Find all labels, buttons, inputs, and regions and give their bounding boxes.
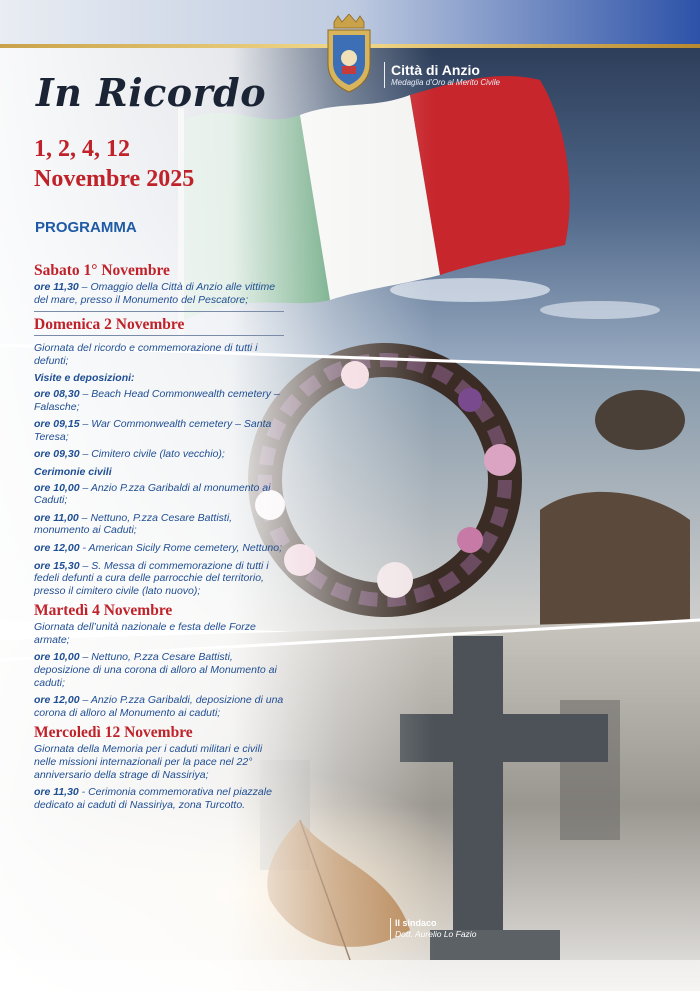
entry-text: – Cimitero civile (lato vecchio); [79, 448, 225, 461]
program-entry [34, 694, 289, 719]
day-heading: Domenica 2 Novembre [34, 316, 185, 334]
entry-time: ore 12,00 [34, 694, 80, 707]
entry-text: – Nettuno, P.zza Cesare Battisti, deposizione di una corona di alloro al Monumento ai caduti; [34, 651, 277, 689]
entry-time: ore 09,15 [34, 418, 80, 431]
day-section [34, 724, 274, 811]
programma-heading: PROGRAMMA [35, 219, 137, 236]
entry-text: – Omaggio della Città di Anzio alle vittime del mare, presso il Monumento del Pescatore; [34, 281, 276, 306]
day-section [34, 262, 289, 312]
entry-time: ore 12,00 [34, 541, 80, 554]
event-dates [34, 134, 194, 194]
entry-time: ore 11,00 [34, 511, 79, 524]
program-entry [34, 388, 289, 413]
poster-title: In Ricordo [36, 70, 267, 115]
day-heading: Martedì 4 Novembre [34, 602, 173, 620]
entry-time: ore 10,00 [34, 651, 80, 664]
program-entry [34, 786, 274, 811]
entry-text: - Cerimonia commemorativa nel piazzale dedicato ai caduti di Nassiriya, zona Turcotto. [34, 786, 272, 811]
program-entry [34, 418, 289, 443]
section-divider [34, 335, 284, 336]
program-entry [34, 448, 289, 461]
day-intro: Giornata del ricordo e commemorazione di tutti i defunti; [34, 342, 258, 367]
program-entry [34, 560, 289, 598]
entry-text: - American Sicily Rome cemetery, Nettuno; [79, 541, 283, 554]
entry-text: – Anzio P.zza Garibaldi, deposizione di una corona di alloro al Monumento ai caduti; [34, 694, 284, 719]
visits-subhead: Visite e deposizioni: [34, 372, 135, 385]
mayor-signature [390, 918, 476, 940]
program-entry [34, 281, 289, 306]
ceremonies-subhead: Cerimonie civili [34, 465, 112, 478]
dates-days: 1, 2, 4, 12 [34, 136, 130, 162]
program-content [34, 262, 289, 816]
program-entry [34, 542, 289, 555]
city-name: Città di Anzio [391, 62, 480, 78]
signature-name: Dott. Aurelio Lo Fazio [395, 929, 477, 939]
city-crest-icon [322, 14, 376, 94]
day-intro: Giornata della Memoria per i caduti militari e civili nelle missioni internazionali per la pace nel 22° anniversario della strage di Nassiriya; [34, 743, 263, 781]
entry-time: ore 15,30 [34, 559, 80, 572]
entry-text: – Anzio P.zza Garibaldi al monumento ai Caduti; [34, 481, 271, 507]
signature-role: Il sindaco [395, 918, 437, 928]
entry-text: – Nettuno, P.zza Cesare Battisti, monumento ai Caduti; [34, 511, 233, 537]
day-section [34, 316, 289, 597]
entry-time: ore 09,30 [34, 448, 80, 461]
entry-text: – S. Messa di commemorazione di tutti i fedeli defunti a cura delle parrocchie del territorio, presso il cimitero civile (lato nuovo); [34, 559, 269, 597]
program-entry [34, 512, 289, 537]
entry-time: ore 08,30 [34, 387, 80, 400]
entry-time: ore 11,30 [34, 786, 79, 799]
entry-text: – War Commonwealth cemetery – Santa Teresa; [34, 418, 272, 443]
entry-text: – Beach Head Commonwealth cemetery – Falasche; [34, 387, 280, 413]
day-heading: Mercoledì 12 Novembre [34, 724, 193, 742]
day-intro: Giornata dell’unità nazionale e festa delle Forze armate; [34, 621, 256, 646]
program-entry [34, 651, 289, 689]
city-identity [384, 62, 500, 88]
day-section [34, 602, 289, 719]
entry-time: ore 11,30 [34, 281, 79, 293]
dates-month: Novembre 2025 [34, 166, 195, 192]
entry-time: ore 10,00 [34, 481, 80, 494]
day-heading: Sabato 1° Novembre [34, 262, 170, 279]
city-subtitle: Medaglia d’Oro al Merito Civile [391, 78, 500, 87]
section-divider [34, 311, 284, 312]
program-entry [34, 482, 289, 507]
